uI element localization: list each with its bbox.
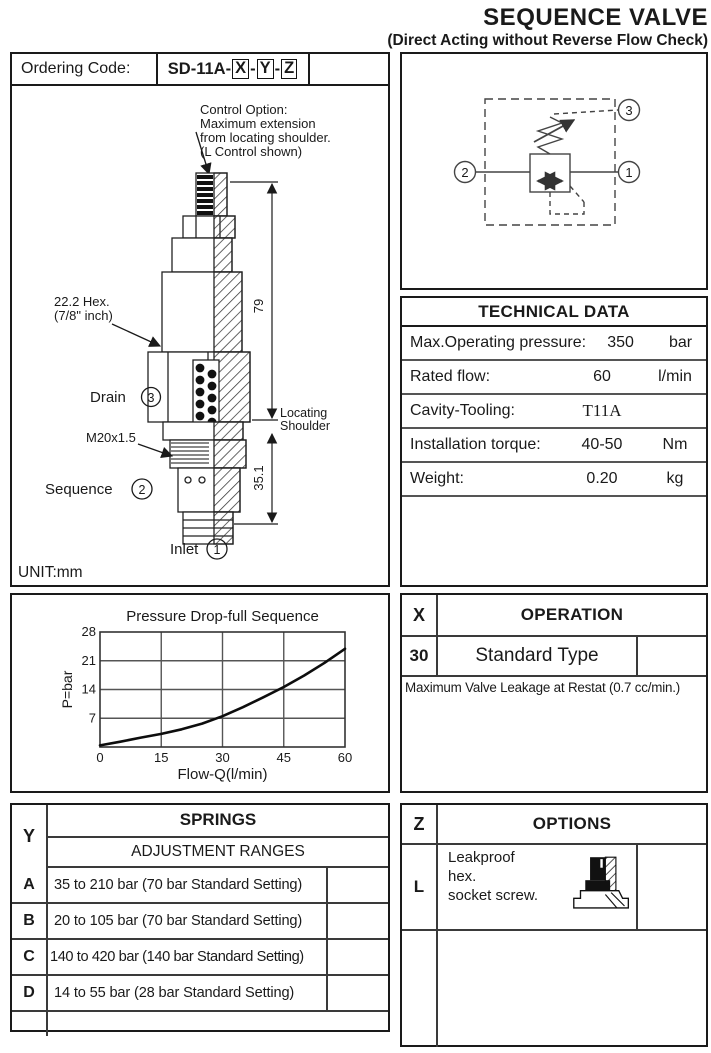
table-row [402,461,706,497]
code-sep-1: - [250,59,256,78]
svg-text:35.1: 35.1 [251,465,266,491]
sequence-port-label [45,479,152,499]
code-prefix: SD-11A- [167,59,232,78]
y-tick-label: 28 [81,624,96,639]
x-axis-label: Flow-Q(l/min) [177,766,268,783]
operation-panel [400,593,708,793]
svg-text:from locating shoulder.: from locating shoulder. [200,130,331,145]
springs-title: SPRINGS [48,805,388,838]
hydraulic-schematic [402,54,706,288]
springs-panel [10,803,390,1032]
td-value: T11A [582,401,622,420]
svg-text:Drain: Drain [90,389,126,406]
ordering-code-row [12,54,388,86]
schematic-port-2 [455,162,476,183]
stem-thread [197,175,213,215]
control-option-note [196,102,331,174]
technical-data-panel [400,296,708,587]
options-title: OPTIONS [532,814,612,833]
svg-text:1: 1 [213,543,221,557]
ordering-code-label: Ordering Code: [12,54,158,84]
td-label: Weight: [410,470,464,487]
td-label: Max.Operating pressure: [410,334,587,351]
svg-text:79: 79 [251,298,266,314]
options-code-col: Z [402,805,438,843]
x-tick-label: 15 [154,750,169,765]
ordering-drawing-panel [10,52,390,587]
td-value: 60 [593,368,611,385]
operation-title: OPERATION [520,605,624,624]
spring-row-spare [328,868,388,902]
operation-row-code: 30 [402,637,438,675]
spring-row-code: C [12,940,48,974]
spring-row-label: 140 to 420 bar (140 bar Standard Setting) [48,940,328,974]
springs-subtitle: ADJUSTMENT RANGES [48,838,388,868]
spring-row-label: 35 to 210 bar (70 bar Standard Setting) [48,868,328,902]
svg-text:Locating: Locating [280,406,328,420]
page-subtitle: (Direct Acting without Reverse Flow Check) [387,32,708,49]
svg-text:Sequence: Sequence [45,481,113,498]
spring-row-spare [328,976,388,1010]
technical-data-title: TECHNICAL DATA [402,298,706,327]
td-unit: bar [668,334,693,351]
hydraulic-schematic-panel [400,52,708,290]
drain-port-label [90,388,161,407]
x-tick-label: 45 [276,750,291,765]
schematic-port-3 [619,100,640,121]
spring-row-code: B [12,904,48,938]
code-sep-2: - [274,59,281,78]
schematic-valve-square [530,154,570,192]
table-row [402,327,706,359]
thread-size-label [86,430,172,456]
td-value: 350 [607,334,634,351]
option-row-label: Leakproof hex. socket screw. [448,849,539,904]
svg-text:1: 1 [625,165,633,180]
table-row [12,976,388,1012]
unit-note: UNIT:mm [18,564,83,581]
table-row [402,845,706,931]
code-z: Z [281,59,297,78]
x-tick-label: 0 [96,750,104,765]
spring-row-spare [328,940,388,974]
springs-code-col: Y [12,805,48,868]
svg-text:M20x1.5: M20x1.5 [86,430,136,445]
y-tick-label: 14 [81,681,96,697]
operation-code-col: X [402,595,438,635]
x-tick-label: 30 [215,750,230,765]
td-unit: Nm [662,436,688,453]
options-empty-row [402,931,706,1047]
ordering-code-value [158,54,310,84]
table-row [402,393,706,427]
operation-row-label: Standard Type [475,645,599,666]
table-row [402,427,706,461]
page-title: SEQUENCE VALVE [483,4,708,31]
springs-empty-row [12,1012,388,1036]
spring-row-code: A [12,868,48,902]
svg-text:2: 2 [138,483,146,497]
valve-body [148,173,250,544]
svg-text:Maximum extension: Maximum extension [200,116,316,131]
hex-socket-screw-icon [569,853,636,915]
operation-header [402,595,706,637]
spring-row-label: 20 to 105 bar (70 bar Standard Setting) [48,904,328,938]
pressure-drop-chart [12,595,388,791]
svg-text:22.2 Hex.: 22.2 Hex. [54,294,110,309]
svg-text:Shoulder: Shoulder [280,419,331,433]
chart-title: Pressure Drop-full Sequence [126,608,319,625]
y-tick-label: 21 [81,652,96,668]
table-row [402,637,706,677]
valve-cross-section-drawing [12,84,388,562]
options-panel [400,803,708,1047]
schematic-spring [534,110,618,154]
table-row [12,868,388,904]
svg-text:(7/8" inch): (7/8" inch) [54,308,113,323]
spring-row-label: 14 to 55 bar (28 bar Standard Setting) [48,976,328,1010]
svg-text:Inlet: Inlet [170,541,199,558]
operation-note: Maximum Valve Leakage at Restat (0.7 cc/min.) [405,680,681,695]
svg-text:Control Option:: Control Option: [200,102,288,117]
schematic-port-1 [619,162,640,183]
td-label: Cavity-Tooling: [410,402,515,419]
locating-shoulder-label [280,406,330,433]
td-label: Installation torque: [410,436,541,453]
table-row [12,940,388,976]
option-row-spare [636,845,706,929]
svg-text:2: 2 [461,165,469,180]
code-x: X [232,59,249,78]
hex-size-label [54,294,160,346]
table-row [12,904,388,940]
y-axis-label: P=bar [59,670,75,709]
options-header [402,805,706,845]
td-label: Rated flow: [410,368,491,385]
operation-row-spare [636,637,706,675]
svg-text:3: 3 [147,391,155,405]
x-tick-label: 60 [337,750,353,765]
svg-text:(L Control shown): (L Control shown) [200,144,303,159]
td-value: 40-50 [581,436,623,453]
table-row [402,359,706,393]
spring-row-code: D [12,976,48,1010]
code-y: Y [257,59,274,78]
springs-header [12,805,388,868]
y-tick-label: 7 [88,710,96,726]
td-unit: kg [666,470,684,487]
td-value: 0.20 [586,470,618,487]
spring-row-spare [328,904,388,938]
pressure-drop-chart-panel [10,593,390,793]
td-unit: l/min [658,368,692,385]
option-row-code: L [402,845,438,929]
svg-text:3: 3 [625,103,633,118]
